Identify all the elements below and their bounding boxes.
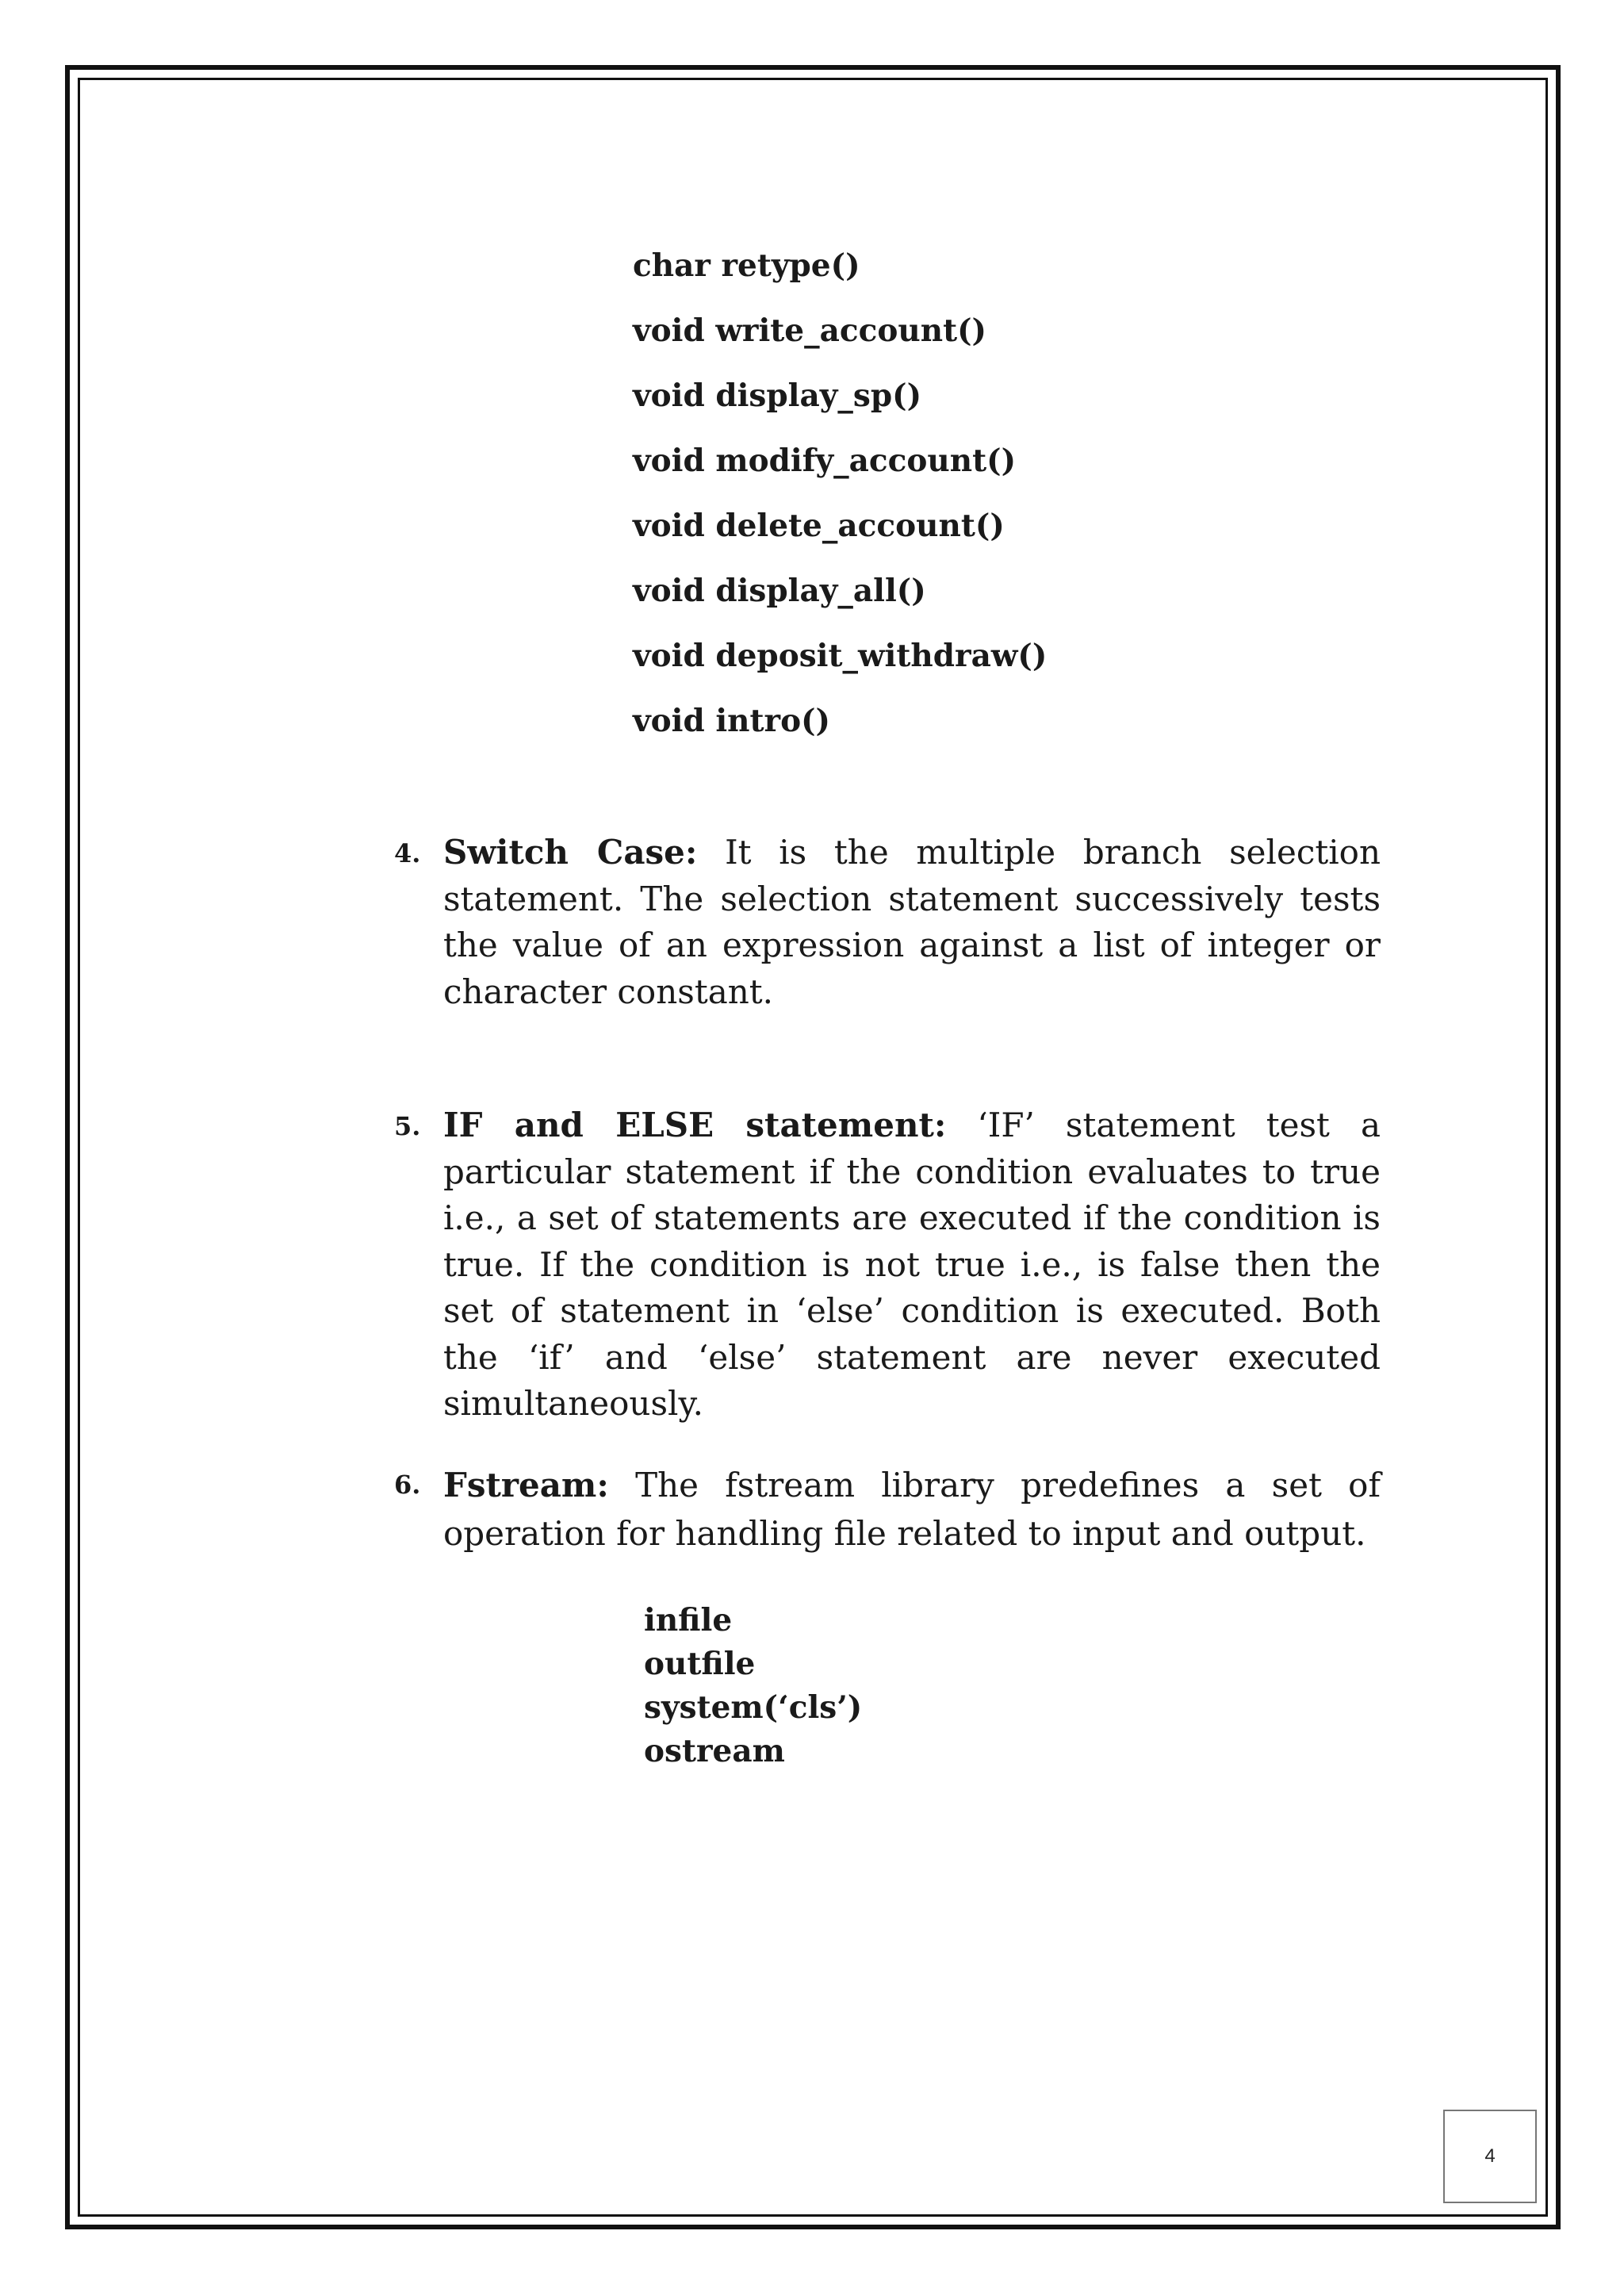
item-term: IF and ELSE statement: — [443, 1106, 947, 1144]
item-number: 4. — [394, 838, 421, 868]
item-body — [443, 1102, 1381, 1428]
page-number: 4 — [1484, 2145, 1496, 2167]
list-item-if-else — [394, 1102, 1381, 1428]
fstream-object-item: ostream — [644, 1733, 785, 1769]
item-body — [443, 1461, 1381, 1558]
item-term: Switch Case: — [443, 833, 698, 872]
item-term: Fstream: — [443, 1466, 609, 1504]
fstream-object-item: system(‘cls’) — [644, 1689, 863, 1726]
function-item: void display_sp() — [633, 378, 922, 414]
function-item: void delete_account() — [633, 508, 1005, 544]
item-text: It is the multiple branch selection statement. The selection statement successively tests the value of an expression against a list of integer or character constant. — [443, 833, 1381, 1011]
function-item: void modify_account() — [633, 443, 1017, 479]
item-number: 5. — [394, 1111, 421, 1141]
fstream-object-item: outfile — [644, 1646, 756, 1682]
fstream-object-list — [644, 1599, 862, 1773]
item-number: 6. — [394, 1470, 421, 1500]
function-list — [633, 246, 1047, 766]
item-text: The fstream library predefines a set of operation for handling file related to input and output. — [443, 1466, 1381, 1553]
function-item: void deposit_withdraw() — [633, 638, 1048, 674]
item-text: ‘IF’ statement test a particular statement if the condition evaluates to true i.e., a set of statements are executed if the condition is true. If the condition is not true i.e., is false then the set of statement in ‘else’ condition is executed. Both the ‘if’ and ‘else’ statement are never executed simultaneously. — [443, 1106, 1381, 1423]
item-body — [443, 830, 1381, 1015]
function-item: char retype() — [633, 247, 860, 284]
function-item: void write_account() — [633, 312, 987, 349]
fstream-object-item: infile — [644, 1602, 733, 1639]
function-item: void intro() — [633, 703, 830, 739]
list-item-fstream — [394, 1461, 1381, 1558]
page-number-box — [1443, 2110, 1537, 2203]
list-item-switch-case — [394, 830, 1381, 1015]
function-item: void display_all() — [633, 573, 926, 609]
